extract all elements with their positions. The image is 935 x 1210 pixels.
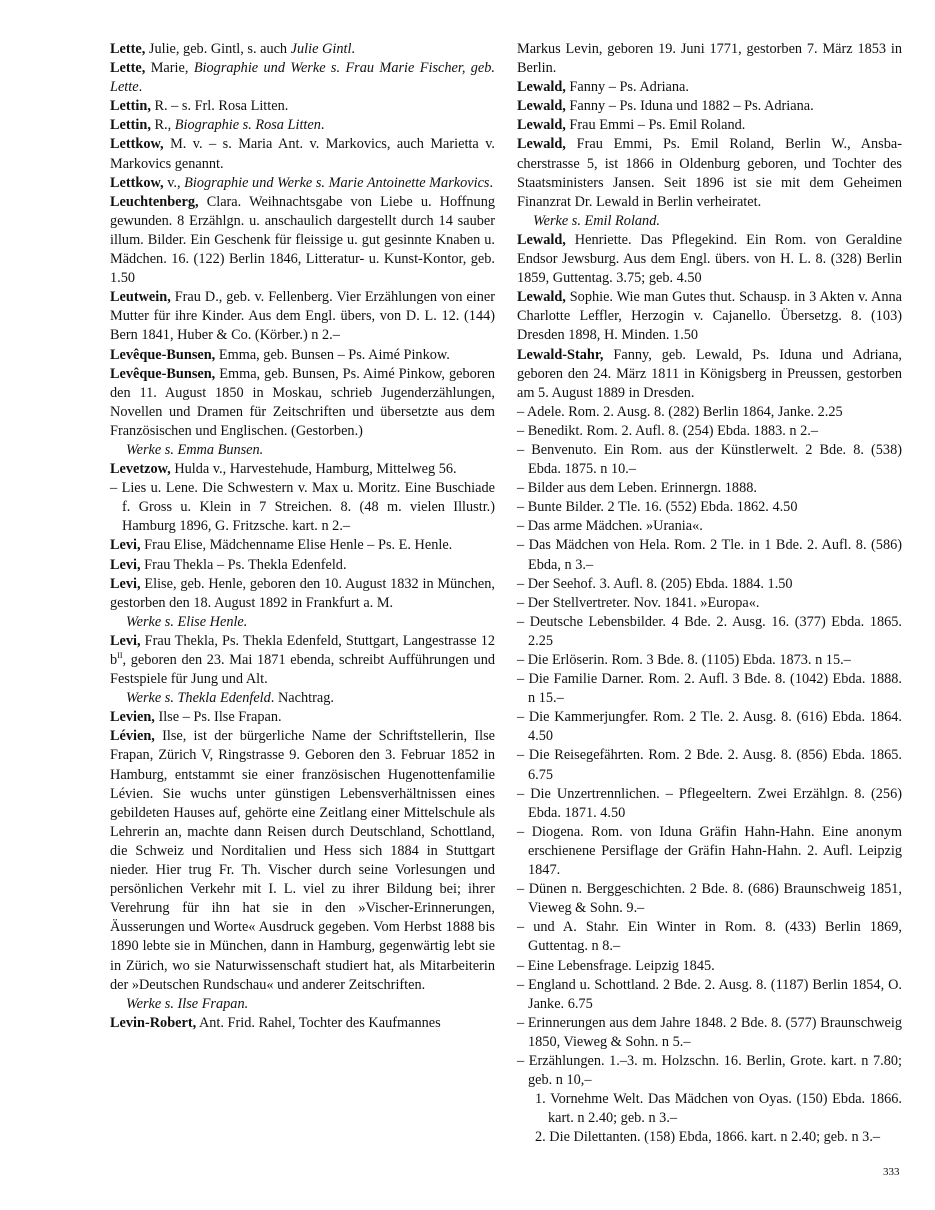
bibliography-entry (110, 727, 495, 994)
work-list-item: – Die Erlöserin. Rom. 3 Bde. 8. (1105) Ebda. 1873. n 15.– (517, 652, 851, 668)
work-list-item: – Bilder aus dem Leben. Erinnergn. 1888. (517, 480, 757, 497)
work-list-item: – Dünen n. Berggeschichten. 2 Bde. 8. (686) Braunschweig 1851, Vieweg & Sohn. 9.– (517, 881, 902, 917)
bibliography-entry (110, 556, 495, 575)
entry-continuation: Markus Levin, geboren 19. Juni 1771, gestorben 7. März 1853 in Berlin. (517, 41, 902, 77)
works-reference-italic: Werke s. Thekla Edenfeld (126, 690, 271, 707)
bibliography-entry (110, 193, 495, 288)
entry-superscript: II (117, 651, 123, 661)
work-list-item: – Der Seehof. 3. Aufl. 8. (205) Ebda. 1884. 1.50 (517, 575, 793, 592)
entry-text: Clara. Weihnachtsgabe von Liebe u. Hoffnung gewunden. 8 Erzählgn. u. anschaulich dargestellt durch 14 sauber illum. Bilder. Ein Geschenk für fleissige u. gut gesinnte Knaben u. Mädchen. 16. (122) Berlin 1846, Litteratur- u. Kunst-Kontor, geb. 1.50 (110, 193, 495, 287)
bibliography-entry (110, 116, 495, 135)
right-column (517, 40, 902, 1147)
document-page (110, 40, 902, 1190)
entry-headword: Levetzow, (110, 461, 171, 478)
entry-headword: Lewald, (517, 231, 566, 248)
entry-text: Fanny, geb. Lewald, Ps. Iduna und Adriana, geboren den 24. März 1811 in Königsberg in Preussen, gestorben am 5. August 1889 in Dresden. (517, 346, 902, 401)
bibliography-entry (110, 575, 495, 613)
entry-reference: Biographie und Werke s. Frau Marie Fischer, geb. Lette (110, 60, 496, 96)
entry-text: R., (150, 117, 175, 134)
entry-text: Frau Elise, Mädchenname Elise Henle – Ps. E. Henle. (140, 537, 453, 554)
entry-text: v., (163, 174, 185, 191)
bibliography-entry (517, 346, 902, 403)
entry-headword: Lettkow, (110, 136, 164, 153)
entry-text: Frau Emmi, Ps. Emil Roland, Berlin W., Ansbacherstrasse 5, ist 1866 in Oldenburg geboren, und Tochter des Staatsministers Jansen. Seit 1896 ist sie mit dem Geheimen Finanzrat Dr. Lewald in Berlin verheiratet. (517, 136, 902, 210)
work-list-item: – Deutsche Lebensbilder. 4 Bde. 2. Ausg. 16. (377) Ebda. 1865. 2.25 (517, 613, 902, 649)
entry-headword: Lettin, (110, 117, 151, 134)
entry-text: Marie, (145, 60, 194, 77)
entry-reference: Biographie und Werke s. Marie Antoinette Markovics (184, 174, 490, 191)
entry-tail: . (138, 79, 143, 96)
entry-tail: . (320, 117, 325, 134)
entry-headword: Levêque-Bunsen, (110, 346, 216, 363)
entry-text: Hulda v., Harvestehude, Hamburg, Mittelweg 56. (170, 461, 457, 478)
works-reference: Werke s. Emma Bunsen. (126, 441, 264, 458)
bibliography-entry (110, 365, 495, 441)
entry-headword: Levi, (110, 537, 141, 554)
entry-headword: Lewald, (517, 98, 566, 115)
entry-text: Fanny – Ps. Iduna und 1882 – Ps. Adriana. (565, 98, 814, 115)
entry-text: Ilse, ist der bürgerliche Name der Schriftstellerin, Ilse Frapan, Zürich V, Ringstrasse 9. Geboren den 3. Februar 1852 in Hamburg, entstammt sie einer französischen Hugenottenfamilie Lévien. Sie wuchs unter günstigen Lebensverhältnissen eines gebildeten Hauses auf, gehörte eine Zeitlang einer Mittelschule als Lehrerin an, machte dann Reisen durch Deutschland, Schottland, die Schweiz und Norditalien und Hess sich 1884 in Stuttgart nieder. Hier trug Fr. Th. Vischer durch seine Vorlesungen und persönlichen Verkehr mit I. L. viel zu ihrer Bildung bei; ihrer Verehrung für ihn hat sie in den »Vischer-Erinnerungen, Äusserungen und Worte« Ausdruck gegeben. Vom Herbst 1888 bis 1890 lebte sie in München, dann in Hamburg, gegenwärtig lebt sie in Zürich, wo sie Naturwissenschaft studiert hat, als Mitarbeiterin der »Deutschen Rundschau« und anderer Zeitschriften. (110, 728, 495, 993)
works-reference: Werke s. Emil Roland. (533, 212, 660, 229)
work-list-item: – Lies u. Lene. Die Schwestern v. Max u. Moritz. Eine Buschiade f. Gross u. Klein in 7 Streichen. 8. (48 m. vielen Illustr.) Hamburg 1896, G. Fritzsche. kart. n 2.– (110, 480, 495, 535)
bibliography-entry (517, 231, 902, 288)
work-list-item: – Das Mädchen von Hela. Rom. 2 Tle. in 1 Bde. 2. Aufl. 8. (586) Ebda, n 3.– (517, 537, 902, 573)
entry-headword: Levêque-Bunsen, (110, 365, 216, 382)
entry-text: Emma, geb. Bunsen – Ps. Aimé Pinkow. (215, 346, 450, 363)
work-list-item: – Die Kammerjungfer. Rom. 2 Tle. 2. Ausg. 8. (616) Ebda. 1864. 4.50 (517, 709, 902, 745)
work-list-item: – Adele. Rom. 2. Ausg. 8. (282) Berlin 1864, Janke. 2.25 (517, 403, 843, 420)
work-list-item: – Benvenuto. Ein Rom. aus der Künstlerwelt. 2 Bde. 8. (538) Ebda. 1875. n 10.– (517, 441, 902, 478)
entry-headword: Lewald, (517, 289, 566, 306)
bibliography-entry (517, 78, 902, 97)
bibliography-entry (517, 135, 902, 211)
page-number: 333 (883, 1166, 900, 1178)
work-list-item: – und A. Stahr. Ein Winter in Rom. 8. (433) Berlin 1869, Guttentag. n 8.– (517, 919, 902, 955)
bibliography-entry (517, 97, 902, 116)
entry-headword: Lettin, (110, 98, 151, 115)
entry-headword: Leuchtenberg, (110, 193, 199, 210)
bibliography-entry (110, 460, 495, 479)
entry-text: R. – s. Frl. Rosa Litten. (150, 98, 289, 115)
entry-text: Julie, geb. Gintl, s. auch (145, 41, 291, 57)
work-list-item: – Die Familie Darner. Rom. 2. Aufl. 3 Bde. 8. (1042) Ebda. 1888. n 15.– (517, 671, 902, 707)
entry-text: Frau D., geb. v. Fellenberg. Vier Erzählungen von einer Mutter für ihre Kinder. Aus dem Engl. übers, von D. L. 12. (144) Bern 1841, Huber & Co. (Körber.) n 2.– (110, 289, 495, 344)
entry-reference: Biographie s. Rosa Litten (174, 117, 321, 134)
entry-headword: Leutwein, (110, 289, 171, 306)
entry-text: Sophie. Wie man Gutes thut. Schausp. in 3 Akten v. Anna Charlotte Leffler, Herzogin v. Cajanello. Übersetzg. 8. (103) Dresden 1898, H. Minden. 1.50 (517, 289, 902, 344)
works-reference: Werke s. Elise Henle. (126, 613, 248, 630)
entry-text: Elise, geb. Henle, geboren den 10. August 1832 in München, gestorben den 18. August 1892 in Frankfurt a. M. (110, 575, 495, 611)
work-list-item: – Die Unzertrennlichen. – Pflegeeltern. Zwei Erzählgn. 8. (256) Ebda. 1871. 4.50 (517, 785, 902, 821)
bibliography-entry (110, 632, 495, 689)
bibliography-entry (110, 536, 495, 555)
bibliography-entry (110, 346, 495, 365)
work-list-item: – Der Stellvertreter. Nov. 1841. »Europa«. (517, 594, 760, 611)
bibliography-entry (517, 288, 902, 345)
works-reference (110, 689, 495, 708)
entry-headword: Lewald, (517, 136, 566, 153)
entry-reference: Julie Gintl (290, 41, 352, 57)
left-column (110, 40, 495, 1033)
work-list-item: – Die Reisegefährten. Rom. 2 Bde. 2. Ausg. 8. (856) Ebda. 1865. 6.75 (517, 747, 902, 783)
work-list-item: – Diogena. Rom. von Iduna Gräfin Hahn-Hahn. Eine anonym erschienene Persiflage der Gräfin Hahn-Hahn. 2. Aufl. Leipzig 1847. (517, 823, 902, 879)
entry-text: Henriette. Das Pflegekind. Ein Rom. von Geraldine Endsor Jewsburg. Aus dem Engl. übers. von H. L. 8. (328) Berlin 1859, Guttentag. 3.75; geb. 4.50 (517, 231, 902, 287)
entry-headword: Levien, (110, 709, 155, 726)
work-list-item: – Erinnerungen aus dem Jahre 1848. 2 Bde. 8. (577) Braunschweig 1850, Vieweg & Sohn. n 5.– (517, 1014, 902, 1050)
bibliography-entry (110, 1014, 495, 1033)
work-list-item: – England u. Schottland. 2 Bde. 2. Ausg. 8. (1187) Berlin 1854, O. Janke. 6.75 (517, 976, 902, 1012)
entry-text: Emma, geb. Bunsen, Ps. Aimé Pinkow, geboren den 11. August 1850 in Moskau, schrieb Jugenderzählungen, Novellen und Dramen für Zeitschriften und übersetzte aus dem Französischen und Englischen. (Gestorben.) (110, 365, 495, 439)
work-list-item: – Das arme Mädchen. »Urania«. (517, 518, 703, 535)
entry-text: M. v. – s. Maria Ant. v. Markovics, auch Marietta v. Markovics genannt. (110, 136, 495, 172)
work-list-item: – Erzählungen. 1.–3. m. Holzschn. 16. Berlin, Grote. kart. n 7.80; geb. n 10,– (517, 1052, 902, 1089)
entry-tail: , geboren den 23. Mai 1871 ebenda, schreibt Aufführungen und Festspiele für Jung und Alt. (110, 652, 495, 688)
works-reference: Werke s. Ilse Frapan. (126, 995, 249, 1012)
entry-headword: Levi, (110, 556, 141, 573)
works-reference-tail: . Nachtrag. (270, 690, 334, 707)
entry-text: Frau Thekla – Ps. Thekla Edenfeld. (140, 556, 347, 573)
bibliography-entry (110, 59, 495, 97)
entry-headword: Lewald-Stahr, (517, 346, 604, 363)
entry-headword: Lewald, (517, 79, 566, 96)
bibliography-entry (110, 40, 495, 59)
entry-headword: Lévien, (110, 728, 155, 745)
bibliography-entry (110, 135, 495, 173)
entry-headword: Levi, (110, 632, 141, 649)
entry-text: Ilse – Ps. Ilse Frapan. (154, 709, 282, 726)
entry-text: Frau Thekla, Ps. Thekla Edenfeld, Stuttgart, Langestrasse 12 b (110, 632, 495, 668)
entry-headword: Lettkow, (110, 174, 164, 191)
entry-text: Fanny – Ps. Adriana. (565, 79, 689, 96)
bibliography-entry (110, 288, 495, 345)
entry-tail: . (489, 174, 494, 191)
bibliography-entry (517, 116, 902, 135)
bibliography-entry (110, 97, 495, 116)
work-list-item: – Benedikt. Rom. 2. Aufl. 8. (254) Ebda. 1883. n 2.– (517, 422, 819, 439)
numbered-sub-item: 1. Vornehme Welt. Das Mädchen von Oyas. (150) Ebda. 1866. kart. n 2.40; geb. n 3.– (535, 1091, 902, 1127)
entry-text: Ant. Frid. Rahel, Tochter des Kaufmannes (196, 1014, 441, 1031)
work-list-item: – Bunte Bilder. 2 Tle. 16. (552) Ebda. 1862. 4.50 (517, 499, 798, 516)
entry-headword: Levin-Robert, (110, 1014, 197, 1031)
entry-headword: Lewald, (517, 117, 566, 134)
work-list-item: – Eine Lebensfrage. Leipzig 1845. (517, 957, 715, 974)
bibliography-entry (110, 708, 495, 727)
entry-headword: Levi, (110, 575, 141, 592)
entry-headword: Lette, (110, 41, 146, 57)
bibliography-entry (110, 174, 495, 193)
numbered-sub-item: 2. Die Dilettanten. (158) Ebda, 1866. kart. n 2.40; geb. n 3.– (535, 1129, 881, 1146)
entry-text: Frau Emmi – Ps. Emil Roland. (565, 117, 746, 134)
entry-headword: Lette, (110, 60, 146, 77)
entry-tail: . (351, 41, 355, 57)
